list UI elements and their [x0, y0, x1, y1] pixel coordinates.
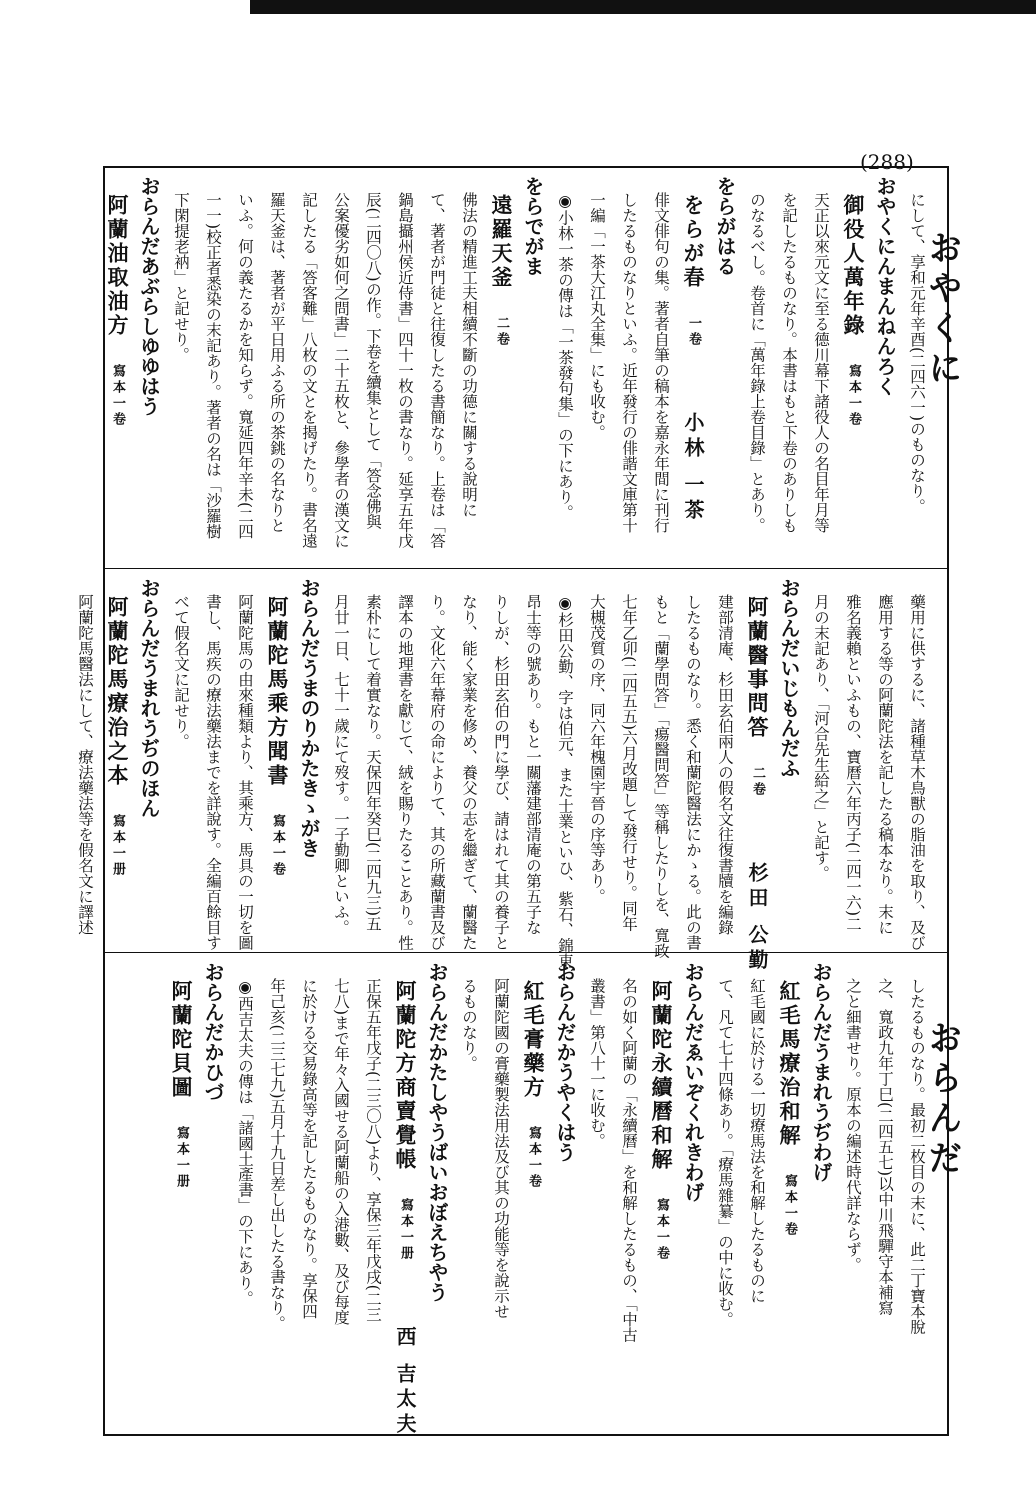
text-column: りしが、杉田玄伯の門に學び、請はれて其の養子と	[492, 594, 510, 951]
entry-reading: おらんだうまれうぢわげ	[809, 962, 833, 1182]
text-column: にして、享和元年辛酉(二四六一)のものなり。	[908, 192, 926, 515]
text-column: 昂士等の號あり。もと一關藩建部清庵の第五子な	[524, 594, 542, 935]
entry-reading: をらがはる	[713, 176, 737, 276]
text-column: 素朴にして着實なり。天保四年癸巳(二四九三)五	[364, 594, 382, 932]
text-column: 鍋島攝州侯近侍書」四十一枚の書なり。延享五年戊	[396, 192, 414, 549]
entry-format: 寫本一卷	[782, 1158, 797, 1238]
entry-format: 二卷	[494, 300, 509, 348]
entry-author: 小林 一茶	[681, 362, 705, 524]
text-column: 年己亥(二三七九)五月十九日差し出したる書なり。	[268, 978, 286, 1332]
text-column: に於ける交易錄高等を記したるものなり。享保四	[300, 978, 318, 1319]
text-column: のなるべし。卷首に「萬年錄上卷目錄」とあり。	[748, 192, 766, 533]
entry-title-text: 阿蘭陀貝圖	[169, 980, 194, 1100]
text-column: 月の末記あり、「河合先生給之」と記す。	[812, 594, 830, 881]
entry-author: 西 吉太夫	[393, 1276, 417, 1438]
entry-title	[773, 962, 805, 1422]
section-bottom	[113, 962, 933, 1438]
entry-format: 寫本一册	[398, 1182, 413, 1262]
entry-title-text: 阿蘭陀方商賣覺帳	[393, 980, 418, 1172]
entry-title-text: 遠羅天釜	[489, 194, 514, 290]
entry-format: 寫本一卷	[270, 798, 285, 878]
text-column: 之、寬政九年丁巳(二四五七)以中川飛驒守本補寫	[876, 978, 894, 1316]
entry-title-text: 御役人萬年錄	[841, 194, 866, 338]
text-column: 書し、馬疾の療法藥法までを詳說す。全編百餘目す	[204, 594, 222, 951]
entry-title	[101, 578, 133, 944]
entry-format: 寫本一卷	[526, 1110, 541, 1190]
entry-reading: おらんだかひづ	[201, 962, 225, 1102]
text-column: 正保五年戊子(二三〇八)より、享保三年戊戌(二三	[364, 978, 382, 1322]
entry-title-text: 阿蘭醫事問答	[745, 596, 770, 740]
entry-title-text: 阿蘭陀永續曆和解	[649, 980, 674, 1172]
entry-format: 寫本一卷	[110, 348, 125, 428]
section-divider	[105, 952, 947, 953]
text-column: 下閑提老衲」と記せり。	[172, 192, 190, 363]
text-column: ◉杉田公勤、字は伯元、また士業といひ、紫石、錦東	[556, 594, 574, 969]
entry-reading: おやくにんまんねんろく	[873, 176, 897, 396]
entry-title-text: 紅毛膏藥方	[521, 980, 546, 1100]
section-divider	[105, 568, 947, 569]
entry-title	[517, 962, 549, 1422]
entry-format: 二卷	[750, 750, 765, 798]
entry-reading: おらんだあぶらしゆゆはう	[137, 176, 161, 416]
entry-title-text: 紅毛馬療治和解	[777, 980, 802, 1148]
text-column: 叢書」第八十一に收む。	[588, 978, 606, 1149]
text-column: 阿蘭陀國の膏藥製法用法及び其の功能等を說示せ	[492, 978, 510, 1319]
text-column: もと「蘭學問答」「瘍醫問答」等稱したりしを、寬政	[652, 594, 670, 959]
text-column: て、凡て七十四條あり。「療馬雜纂」の中に收む。	[716, 978, 734, 1327]
entry-title	[645, 962, 677, 1422]
text-column: ◉小林一茶の傳は「一茶發句集」の下にあり。	[556, 192, 574, 520]
entry-title-text: をらが春	[681, 194, 706, 290]
text-column: 建部清庵、杉田玄伯兩人の假名文往復書牘を編錄	[716, 594, 734, 935]
page-frame	[76, 166, 949, 1438]
text-column: 辰(二四〇八)の作。下卷を續集として「答念佛與	[364, 192, 382, 530]
text-column: 大槻茂質の序、同六年槐園宇晉の序等あり。	[588, 594, 606, 904]
text-column: 藥用に供するに、諸種草木鳥獸の脂油を取り、及び	[908, 594, 926, 951]
text-column: 俳文俳句の集。著者自筆の稿本を嘉永年間に刊行	[652, 192, 670, 533]
text-column: 一一)校正者悉染の末記あり。著者の名は「沙羅樹	[204, 192, 222, 540]
text-column: したるものなりといふ。近年發行の俳諧文庫第十	[620, 192, 638, 533]
text-column: 之と細書せり。原本の編述時代詳ならず。	[844, 978, 862, 1273]
entry-title	[165, 962, 197, 1422]
text-column: 七年乙卯(二四五五)六月改題して發行せり。同年	[620, 594, 638, 932]
text-column: したるものなり。最初二枚目の末に、此二丁寶本脫	[908, 978, 926, 1335]
entry-reading: おらんだいじもんだふ	[777, 578, 801, 778]
text-column: 阿蘭陀馬の由來種類より、其乘方、馬具の一切を圖	[236, 594, 254, 951]
running-head-bottom: おらんだ	[922, 1020, 962, 1180]
entry-title	[101, 176, 133, 560]
text-column: 天正以來元文に至る德川幕下諸役人の名目年月等	[812, 192, 830, 533]
text-column: いふ。何の義たるかを知らず。寬延四年辛未(二四	[236, 192, 254, 540]
entry-author: 杉田 公勤	[745, 812, 769, 974]
text-column: 譯本の地理書を獻じて、絨を賜りたることあり。性	[396, 594, 414, 951]
text-column: べて假名文に記せり。	[172, 594, 190, 749]
entry-title	[261, 578, 293, 944]
entry-format: 寫本一卷	[654, 1182, 669, 1262]
entry-format: 寫本一册	[110, 798, 125, 878]
running-head-top: おやくに	[922, 230, 962, 390]
entry-reading: をらでがま	[521, 176, 545, 276]
entry-title-text: 阿蘭陀馬療治之本	[105, 596, 130, 788]
page-number: (288)	[860, 150, 914, 174]
text-column: 佛法の精進工夫相續不斷の功德に關する說明に	[460, 192, 478, 518]
entry-reading: おらんだかたしやうばいおぼえちやう	[425, 962, 449, 1302]
entry-title	[389, 962, 421, 1438]
entry-format: 一卷	[686, 300, 701, 348]
text-column: 公案優劣如何之問書」二十五枚と、參學者の漢文に	[332, 192, 350, 549]
text-column: 應用する等の阿蘭陀法を記したる稿本なり。末に	[876, 594, 894, 935]
text-column: て、著者が門徒と往復したる書簡なり。上卷は「答	[428, 192, 446, 549]
entry-title-text: 阿蘭陀馬乘方聞書	[265, 596, 290, 788]
entry-reading: おらんだうまのりかたきゝがき	[297, 578, 321, 858]
entry-title	[837, 176, 869, 560]
text-column: 記したる「答客難」八枚の文とを揭げたり。書名遠	[300, 192, 318, 549]
section-top	[105, 176, 933, 560]
top-black-bar	[250, 0, 1036, 14]
entry-format: 寫本一卷	[846, 348, 861, 428]
entry-title	[677, 176, 709, 560]
text-column: したるものなり。悉く和蘭陀醫法にかゝる。此の書	[684, 594, 702, 951]
entry-reading: おらんだうまれうぢのほん	[137, 578, 161, 818]
text-column: ◉西吉太夫の傳は「諸國土產書」の下にあり。	[236, 978, 254, 1306]
entry-reading: おらんだかうやくはう	[553, 962, 577, 1162]
text-column: 月廿一日、七十一歲にて歿す。一子勤卿といふ。	[332, 594, 350, 935]
text-column: なり、能く家業を修め、養父の志を繼ぎて、蘭醫た	[460, 594, 478, 951]
entry-format: 寫本一册	[174, 1110, 189, 1190]
text-column: 雅名義賴といふもの、寶曆六年丙子(二四一六)二	[844, 594, 862, 932]
text-column: 阿蘭陀馬醫法にして、療法藥法等を假名文に譯述	[76, 594, 94, 935]
entry-reading: おらんだゑいぞくれきわげ	[681, 962, 705, 1202]
entry-title	[485, 176, 517, 560]
text-column: 名の如く阿蘭の「永續曆」を和解したるもの、「中古	[620, 978, 638, 1343]
section-middle	[76, 578, 933, 974]
text-column: 羅天釜は、著者が平日用ふる所の茶銚の名なりと	[268, 192, 286, 533]
text-column: 紅毛國に於ける一切療馬法を和解したるものに	[748, 978, 766, 1304]
text-column: り。文化六年幕府の命によりて、其の所藏蘭書及び	[428, 594, 446, 951]
text-column: 一編「一茶大江丸全集」にも收む。	[588, 192, 606, 440]
text-column: るものなり。	[460, 978, 478, 1071]
entry-title-text: 阿蘭油取油方	[105, 194, 130, 338]
text-column: を記したるものなり。本書はもと下卷のありしも	[780, 192, 798, 533]
text-column: 七八)まで年々入國せる阿蘭船の入港數、及び每度	[332, 978, 350, 1326]
entry-title	[741, 578, 773, 974]
